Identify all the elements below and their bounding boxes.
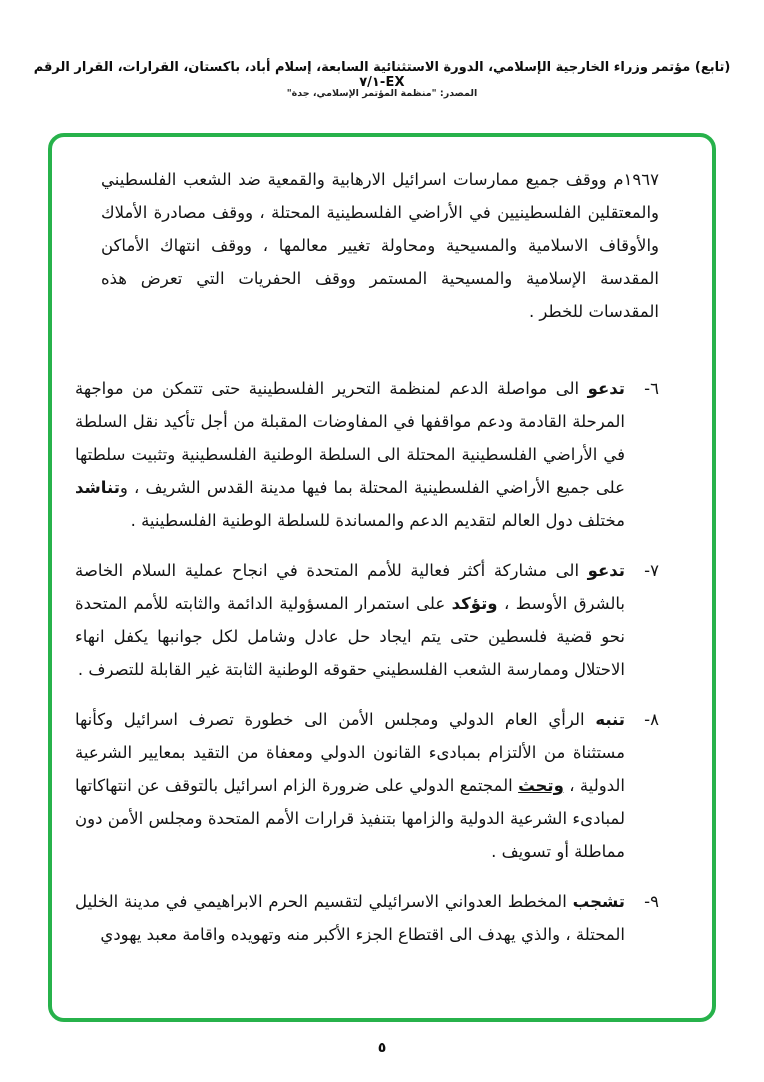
- resolution-item: [75, 703, 659, 868]
- resolution-list: [75, 372, 659, 951]
- item-text: [75, 885, 625, 951]
- item-text: [75, 554, 625, 686]
- document-source: المصدر: "منظمة المؤتمر الإسلامي، جدة": [286, 88, 478, 99]
- body-text-segment: المجتمع الدولي على ضرورة الزام اسرائيل بالتوقف عن انتهاكاتها لمبادىء الشرعية الدولية والزامها بتنفيذ قرارات الأمم المتحدة ومجلس الأمن دون مماطلة أو تسويف .: [75, 776, 625, 861]
- item-number: ٦-: [644, 379, 659, 398]
- emphasized-word: تنبه: [595, 710, 625, 729]
- item-text: [75, 703, 625, 868]
- emphasized-word: تناشد: [75, 478, 120, 497]
- item-number: ٧-: [644, 561, 659, 580]
- page-number: ٥: [377, 1040, 387, 1056]
- body-text-segment: على استمرار المسؤولية الدائمة والثابته للأمم المتحدة نحو قضية فلسطين حتى يتم ايجاد حل عادل وشامل لكل جوانبها يكفل انهاء الاحتلال وممارسة الشعب الفلسطيني حقوقه الوطنية الثابتة غير القابلة للتصرف .: [75, 594, 625, 679]
- body-text-segment: الى مشاركة أكثر فعالية للأمم المتحدة في انجاح عملية السلام الخاصة بالشرق الأوسط ،: [75, 561, 625, 613]
- body-text-segment: الرأي العام الدولي ومجلس الأمن الى خطورة تصرف اسرائيل وكأنها مستثناة من الألتزام بمبادىء القانون الدولي ومعفاة من التقيد بمعايير الشرعية الدولية ،: [75, 710, 625, 795]
- intro-paragraph: ١٩٦٧م ووقف جميع ممارسات اسرائيل الارهابية والقمعية ضد الشعب الفلسطيني والمعتقلين الفلسطينيين في الأراضي الفلسطينية المحتلة ، ووقف مصادرة الأملاك والأوقاف الاسلامية والمسيحية ومحاولة تغيير معالمها ، ووقف انتهاك الأماكن المقدسة الإسلامية والمسيحية المستمر ووقف الحفريات التي تعرض هذه المقدسات للخطر .: [101, 170, 659, 321]
- body-text-segment: المخطط العدواني الاسرائيلي لتقسيم الحرم الابراهيمي في مدينة الخليل المحتلة ، والذي يهدف الى اقتطاع الجزء الأكبر منه وتهويده واقامة معبد يهودي: [75, 892, 625, 944]
- body-text-segment: الى مواصلة الدعم لمنظمة التحرير الفلسطينية حتى تتمكن من مواجهة المرحلة القادمة ودعم مواقفها في المفاوضات المقبلة من أجل تأكيد نقل السلطة في الأراضي الفلسطينية المحتلة الى السلطة الوطنية الفلسطينية وتثبيت سلطتها على جميع الأراضي الفلسطينية المحتلة بما فيها مدينة القدس الشريف ، و: [75, 379, 625, 497]
- emphasized-word: وتحث: [518, 776, 564, 795]
- emphasized-word: تدعو: [587, 561, 625, 580]
- emphasized-word: تشجب: [572, 892, 625, 911]
- resolution-item: [75, 885, 659, 951]
- emphasized-word: تدعو: [587, 379, 625, 398]
- item-number: ٩-: [644, 892, 659, 911]
- resolution-item: [75, 372, 659, 537]
- document-header: (تابع) مؤتمر وزراء الخارجية الإسلامي، الدورة الاستثنائية السابعة، إسلام أباد، باكستان، القرارات، القرار الرقم EX-٧/١: [33, 60, 731, 90]
- emphasized-word: وتؤكد: [451, 594, 498, 613]
- resolution-item: [75, 554, 659, 686]
- item-number: ٨-: [644, 710, 659, 729]
- document-body: [75, 163, 659, 968]
- item-text: [75, 372, 625, 537]
- body-text-segment: مختلف دول العالم لتقديم الدعم والمساندة للسلطة الوطنية الفلسطينية .: [130, 511, 625, 530]
